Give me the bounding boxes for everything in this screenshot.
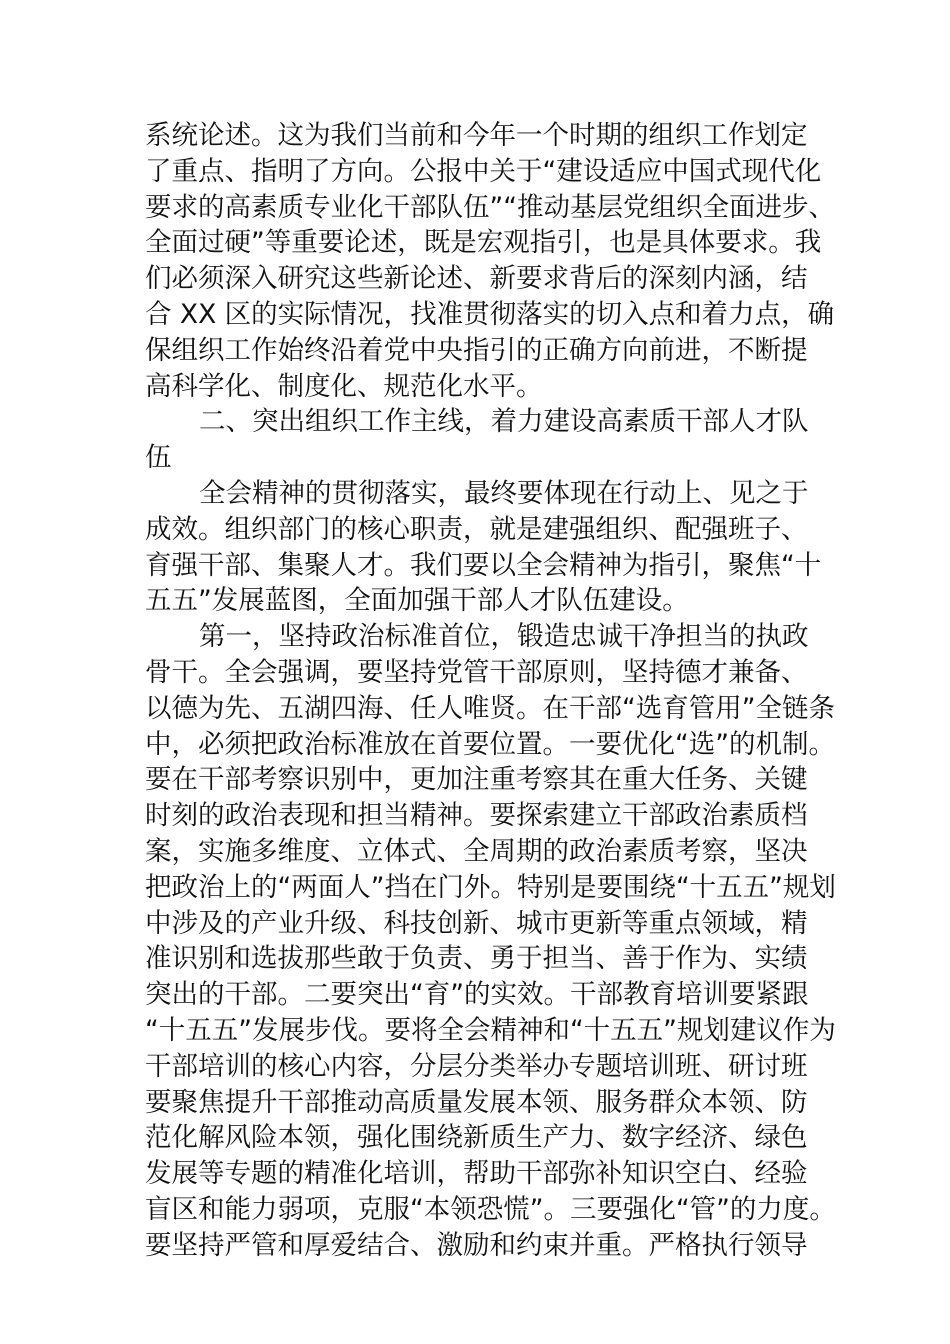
paragraph: [145, 619, 836, 1263]
paragraph: [145, 476, 822, 619]
text-line: 伍: [145, 442, 172, 474]
text-line: 全面过硬”等重要论述，既是宏观指引，也是具体要求。我: [145, 227, 822, 259]
text-line: 五五”发展蓝图，全面加强干部人才队伍建设。: [145, 585, 689, 617]
text-line: 要在干部考察识别中，更加注重考察其在重大任务、关键: [145, 764, 808, 796]
text-line: 成效。组织部门的核心职责，就是建强组织、配强班子、: [145, 513, 808, 545]
text-line: 以德为先、五湖四海、任人唯贤。在干部“选育管用”全链条: [145, 692, 835, 724]
text-line: 要聚焦提升干部推动高质量发展本领、服务群众本领、防: [145, 1086, 808, 1118]
text-line: 突出的干部。二要突出“育”的实效。干部教育培训要紧跟: [145, 979, 809, 1011]
text-line: 们必须深入研究这些新论述、新要求背后的深刻内涵，结: [145, 263, 808, 295]
text-line: “十五五”发展步伐。要将全会精神和“十五五”规划建议作为: [145, 1014, 836, 1046]
section-heading: [145, 404, 809, 476]
text-line: 案，实施多维度、立体式、全周期的政治素质考察，坚决: [145, 835, 808, 867]
text-line: 中，必须把政治标准放在首要位置。一要优化“选”的机制。: [145, 728, 835, 760]
text-line: 高科学化、制度化、规范化水平。: [145, 370, 543, 402]
text-line: 把政治上的“两面人”挡在门外。特别是要围绕“十五五”规划: [145, 871, 836, 903]
text-line: 骨干。全会强调，要坚持党管干部原则，坚持德才兼备、: [145, 656, 808, 688]
paragraph: [145, 118, 835, 404]
text-line: 中涉及的产业升级、科技创新、城市更新等重点领域，精: [145, 907, 808, 939]
text-line: 合 XX 区的实际情况，找准贯彻落实的切入点和着力点，确: [145, 298, 835, 330]
text-line: 全会精神的贯彻落实，最终要体现在行动上、见之于: [199, 477, 809, 509]
text-line: 要坚持严管和厚爱结合、激励和约束并重。严格执行领导: [145, 1229, 808, 1261]
text-line: 二、突出组织工作主线，着力建设高素质干部人才队: [199, 406, 809, 438]
text-line: 第一，坚持政治标准首位，锻造忠诚干净担当的执政: [199, 621, 809, 653]
text-line: 保组织工作始终沿着党中央指引的正确方向前进，不断提: [145, 334, 808, 366]
text-line: 准识别和选拔那些敢于负责、勇于担当、善于作为、实绩: [145, 943, 808, 975]
text-line: 盲区和能力弱项，克服“本领恐慌”。三要强化“管”的力度。: [145, 1193, 836, 1225]
text-line: 发展等专题的精准化培训，帮助干部弥补知识空白、经验: [145, 1158, 808, 1190]
text-line: 干部培训的核心内容，分层分类举办专题培训班、研讨班: [145, 1050, 808, 1082]
text-line: 时刻的政治表现和担当精神。要探索建立干部政治素质档: [145, 800, 808, 832]
text-line: 育强干部、集聚人才。我们要以全会精神为指引，聚焦“十: [145, 549, 822, 581]
document-page: [145, 118, 836, 1264]
text-line: 系统论述。这为我们当前和今年一个时期的组织工作划定: [145, 120, 808, 151]
text-line: 要求的高素质专业化干部队伍”“推动基层党组织全面进步、: [145, 191, 835, 223]
text-line: 了重点、指明了方向。公报中关于“建设适应中国式现代化: [145, 155, 822, 187]
text-line: 范化解风险本领，强化围绕新质生产力、数字经济、绿色: [145, 1122, 808, 1154]
